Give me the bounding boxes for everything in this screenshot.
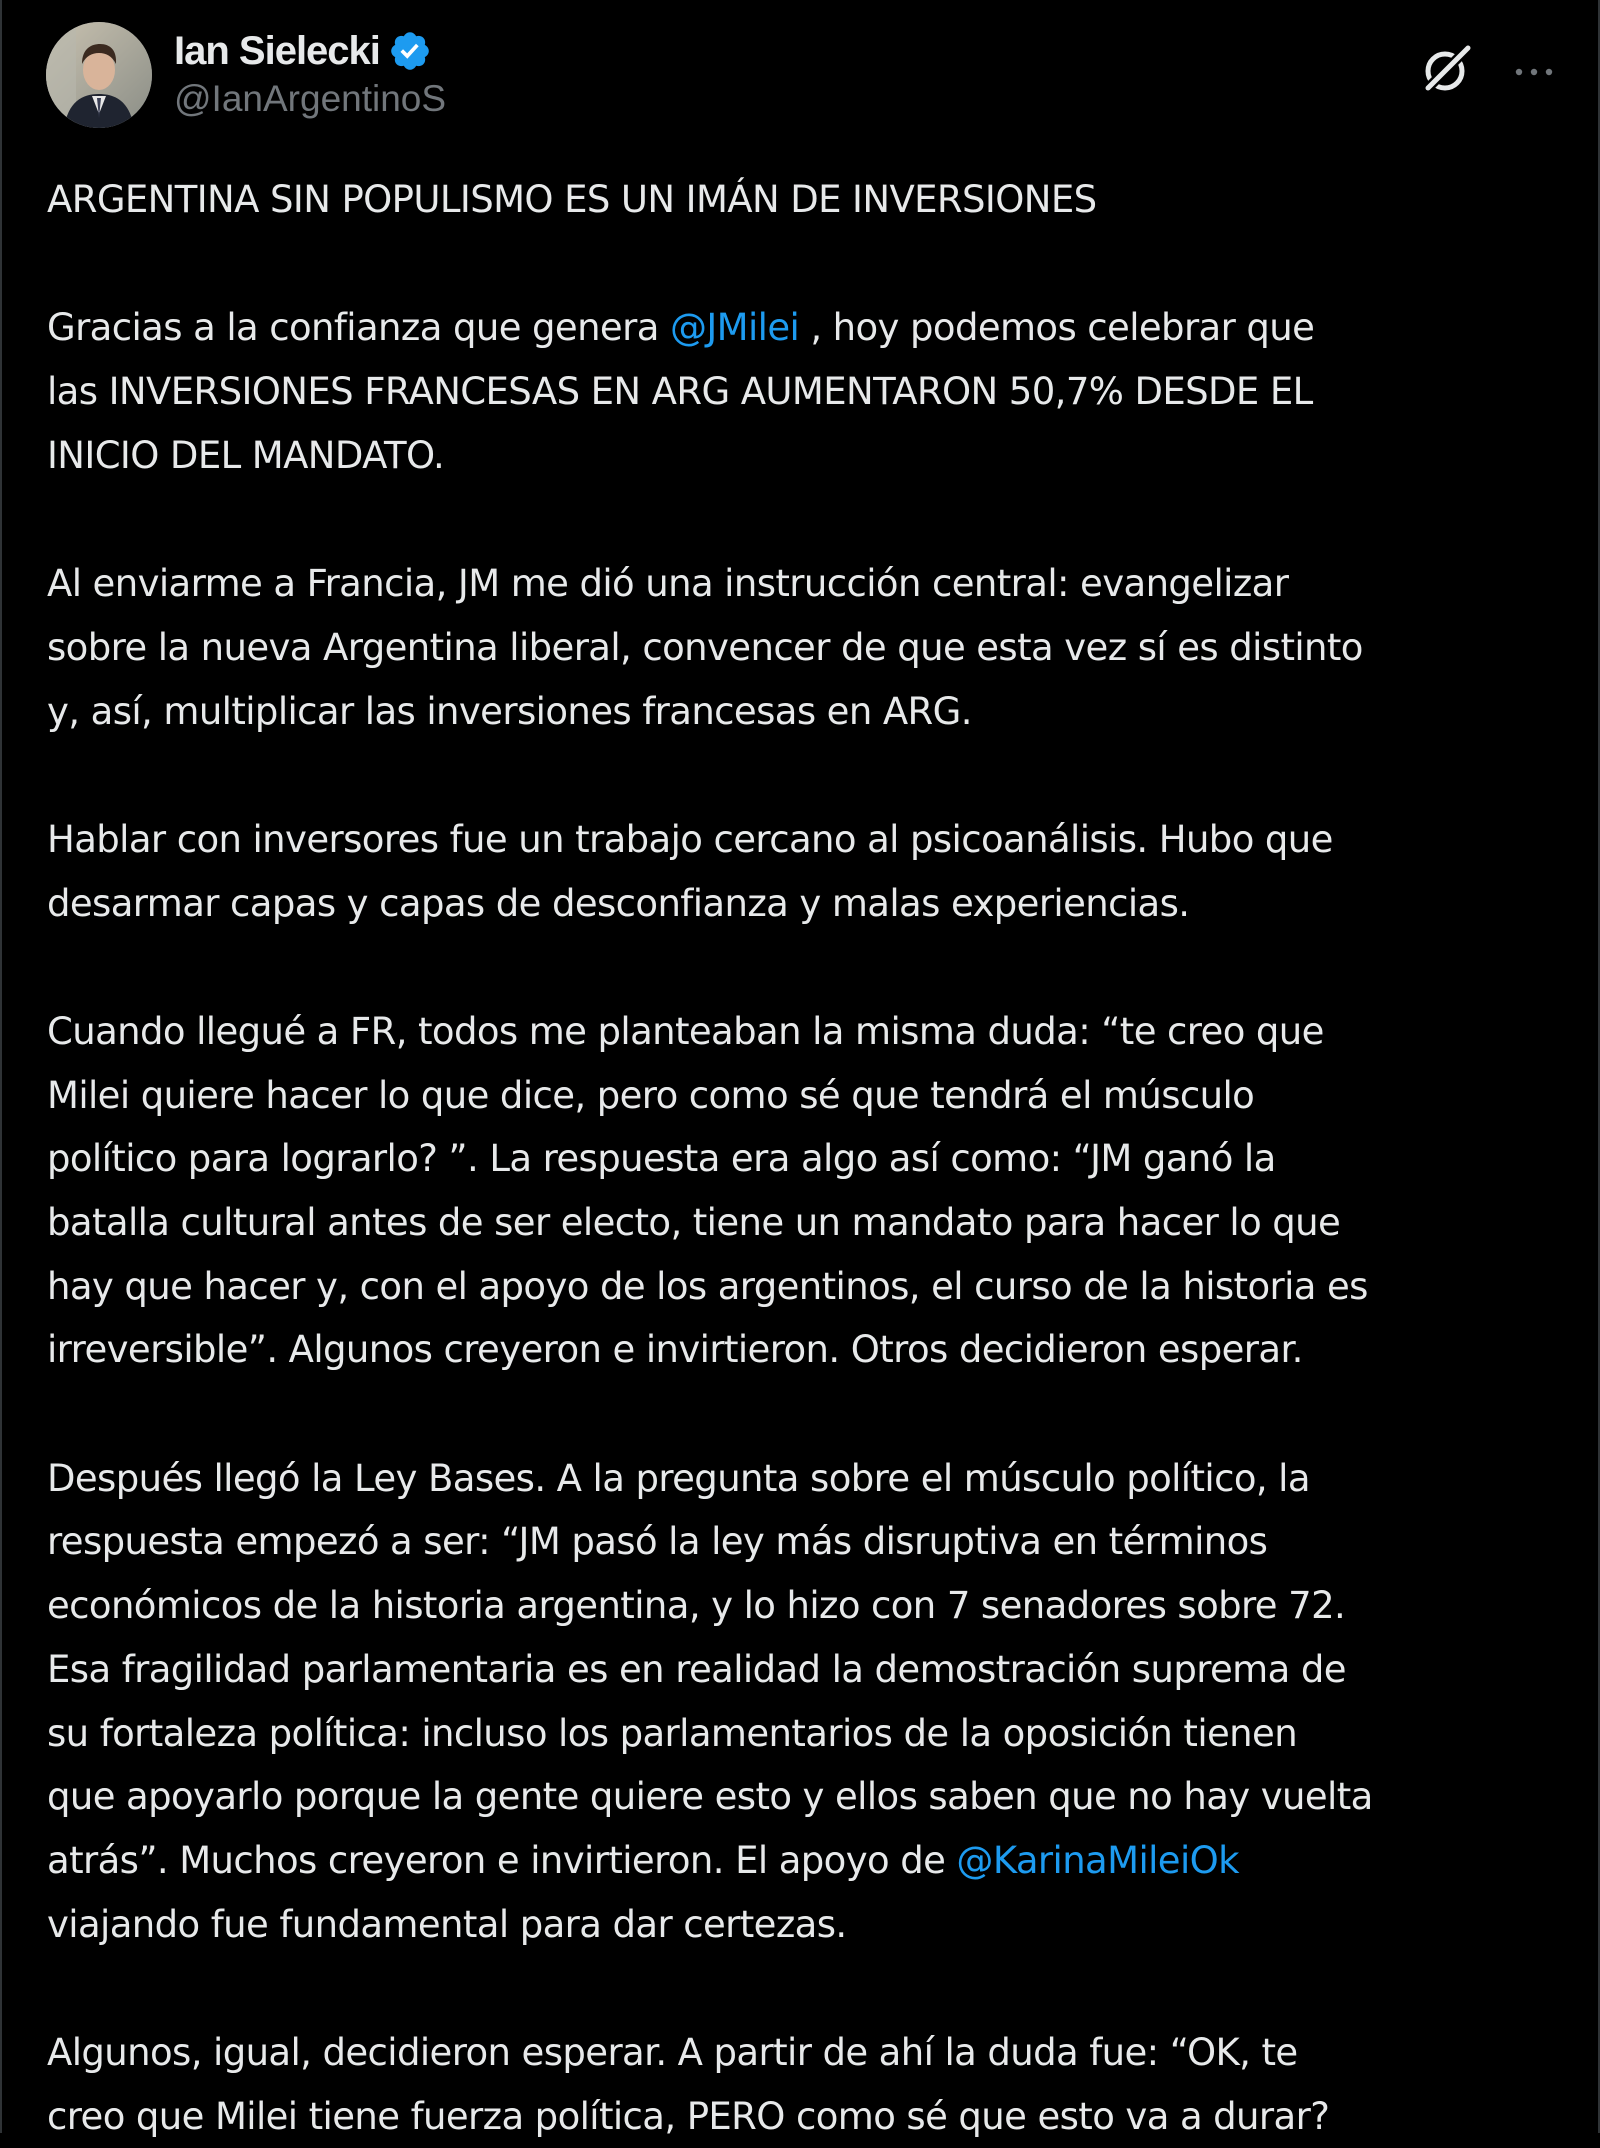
paragraph-5-line: su fortaleza política: incluso los parlamentarios de la oposición tienen bbox=[47, 1711, 1298, 1755]
paragraph-3-line: desarmar capas y capas de desconfianza y malas experiencias. bbox=[47, 881, 1190, 925]
paragraph-5-line-8: viajando fue fundamental para dar certezas. bbox=[47, 1902, 847, 1946]
paragraph-6-line: creo que Milei tiene fuerza política, PERO como sé que esto va a durar? bbox=[47, 2094, 1330, 2138]
text-segment: atrás”. Muchos creyeron e invirtieron. El apoyo de bbox=[47, 1838, 957, 1882]
verified-badge-icon bbox=[388, 29, 432, 73]
paragraph-5-line: Después llegó la Ley Bases. A la pregunta sobre el músculo político, la bbox=[47, 1456, 1310, 1500]
display-name-row bbox=[174, 26, 446, 76]
mention-jmilei[interactable]: @JMilei bbox=[669, 306, 800, 350]
paragraph-5-line: respuesta empezó a ser: “JM pasó la ley más disruptiva en términos bbox=[47, 1520, 1268, 1564]
paragraph-4-line: irreversible”. Algunos creyeron e invirtieron. Otros decidieron esperar. bbox=[47, 1328, 1303, 1372]
paragraph-4-line: Milei quiere hacer lo que dice, pero como sé que tendrá el músculo bbox=[47, 1073, 1255, 1117]
more-options-icon[interactable] bbox=[1510, 48, 1558, 96]
paragraph-1-line-2: las INVERSIONES FRANCESAS EN ARG AUMENTARON 50,7% DESDE EL bbox=[47, 370, 1313, 414]
mention-karinamileiok[interactable]: @KarinaMileiOk bbox=[956, 1838, 1239, 1882]
tweet-header bbox=[46, 22, 1558, 132]
paragraph-4-line: Cuando llegué a FR, todos me planteaban la misma duda: “te creo que bbox=[47, 1009, 1324, 1053]
tweet-text bbox=[47, 168, 1567, 2148]
paragraph-5-line: Esa fragilidad parlamentaria es en realidad la demostración suprema de bbox=[47, 1647, 1346, 1691]
paragraph-1-line-3: INICIO DEL MANDATO. bbox=[47, 433, 445, 477]
paragraph-5-line-7 bbox=[47, 1829, 1567, 1893]
author-display-name[interactable]: Ian Sielecki bbox=[174, 28, 380, 73]
paragraph-2-line: Al enviarme a Francia, JM me dió una instrucción central: evangelizar bbox=[47, 562, 1289, 606]
author-names bbox=[174, 26, 446, 120]
paragraph-1-line-1 bbox=[47, 296, 1567, 360]
paragraph-4-line: hay que hacer y, con el apoyo de los argentinos, el curso de la historia es bbox=[47, 1264, 1368, 1308]
paragraph-2-line: y, así, multiplicar las inversiones francesas en ARG. bbox=[47, 689, 972, 733]
paragraph-6-line: Algunos, igual, decidieron esperar. A partir de ahí la duda fue: “OK, te bbox=[47, 2030, 1298, 2074]
grok-icon[interactable] bbox=[1420, 42, 1474, 96]
paragraph-4-line: batalla cultural antes de ser electo, tiene un mandato para hacer lo que bbox=[47, 1201, 1341, 1244]
text-segment: Gracias a la confianza que genera bbox=[47, 306, 670, 350]
avatar[interactable] bbox=[46, 22, 152, 128]
paragraph-5-line: económicos de la historia argentina, y lo hizo con 7 senadores sobre 72. bbox=[47, 1584, 1346, 1628]
paragraph-4-line: político para lograrlo? ”. La respuesta era algo así como: “JM ganó la bbox=[47, 1137, 1276, 1181]
paragraph-3-line: Hablar con inversores fue un trabajo cercano al psicoanálisis. Hubo que bbox=[47, 817, 1333, 861]
avatar-photo-icon bbox=[46, 22, 152, 128]
author-handle[interactable]: @IanArgentinoS bbox=[174, 78, 447, 119]
paragraph-5-line: que apoyarlo porque la gente quiere esto y ellos saben que no hay vuelta bbox=[47, 1775, 1373, 1819]
text-segment: , hoy podemos celebrar que bbox=[799, 306, 1315, 350]
post-title: ARGENTINA SIN POPULISMO ES UN IMÁN DE INVERSIONES bbox=[47, 178, 1097, 221]
paragraph-2-line: sobre la nueva Argentina liberal, convencer de que esta vez sí es distinto bbox=[47, 625, 1363, 669]
